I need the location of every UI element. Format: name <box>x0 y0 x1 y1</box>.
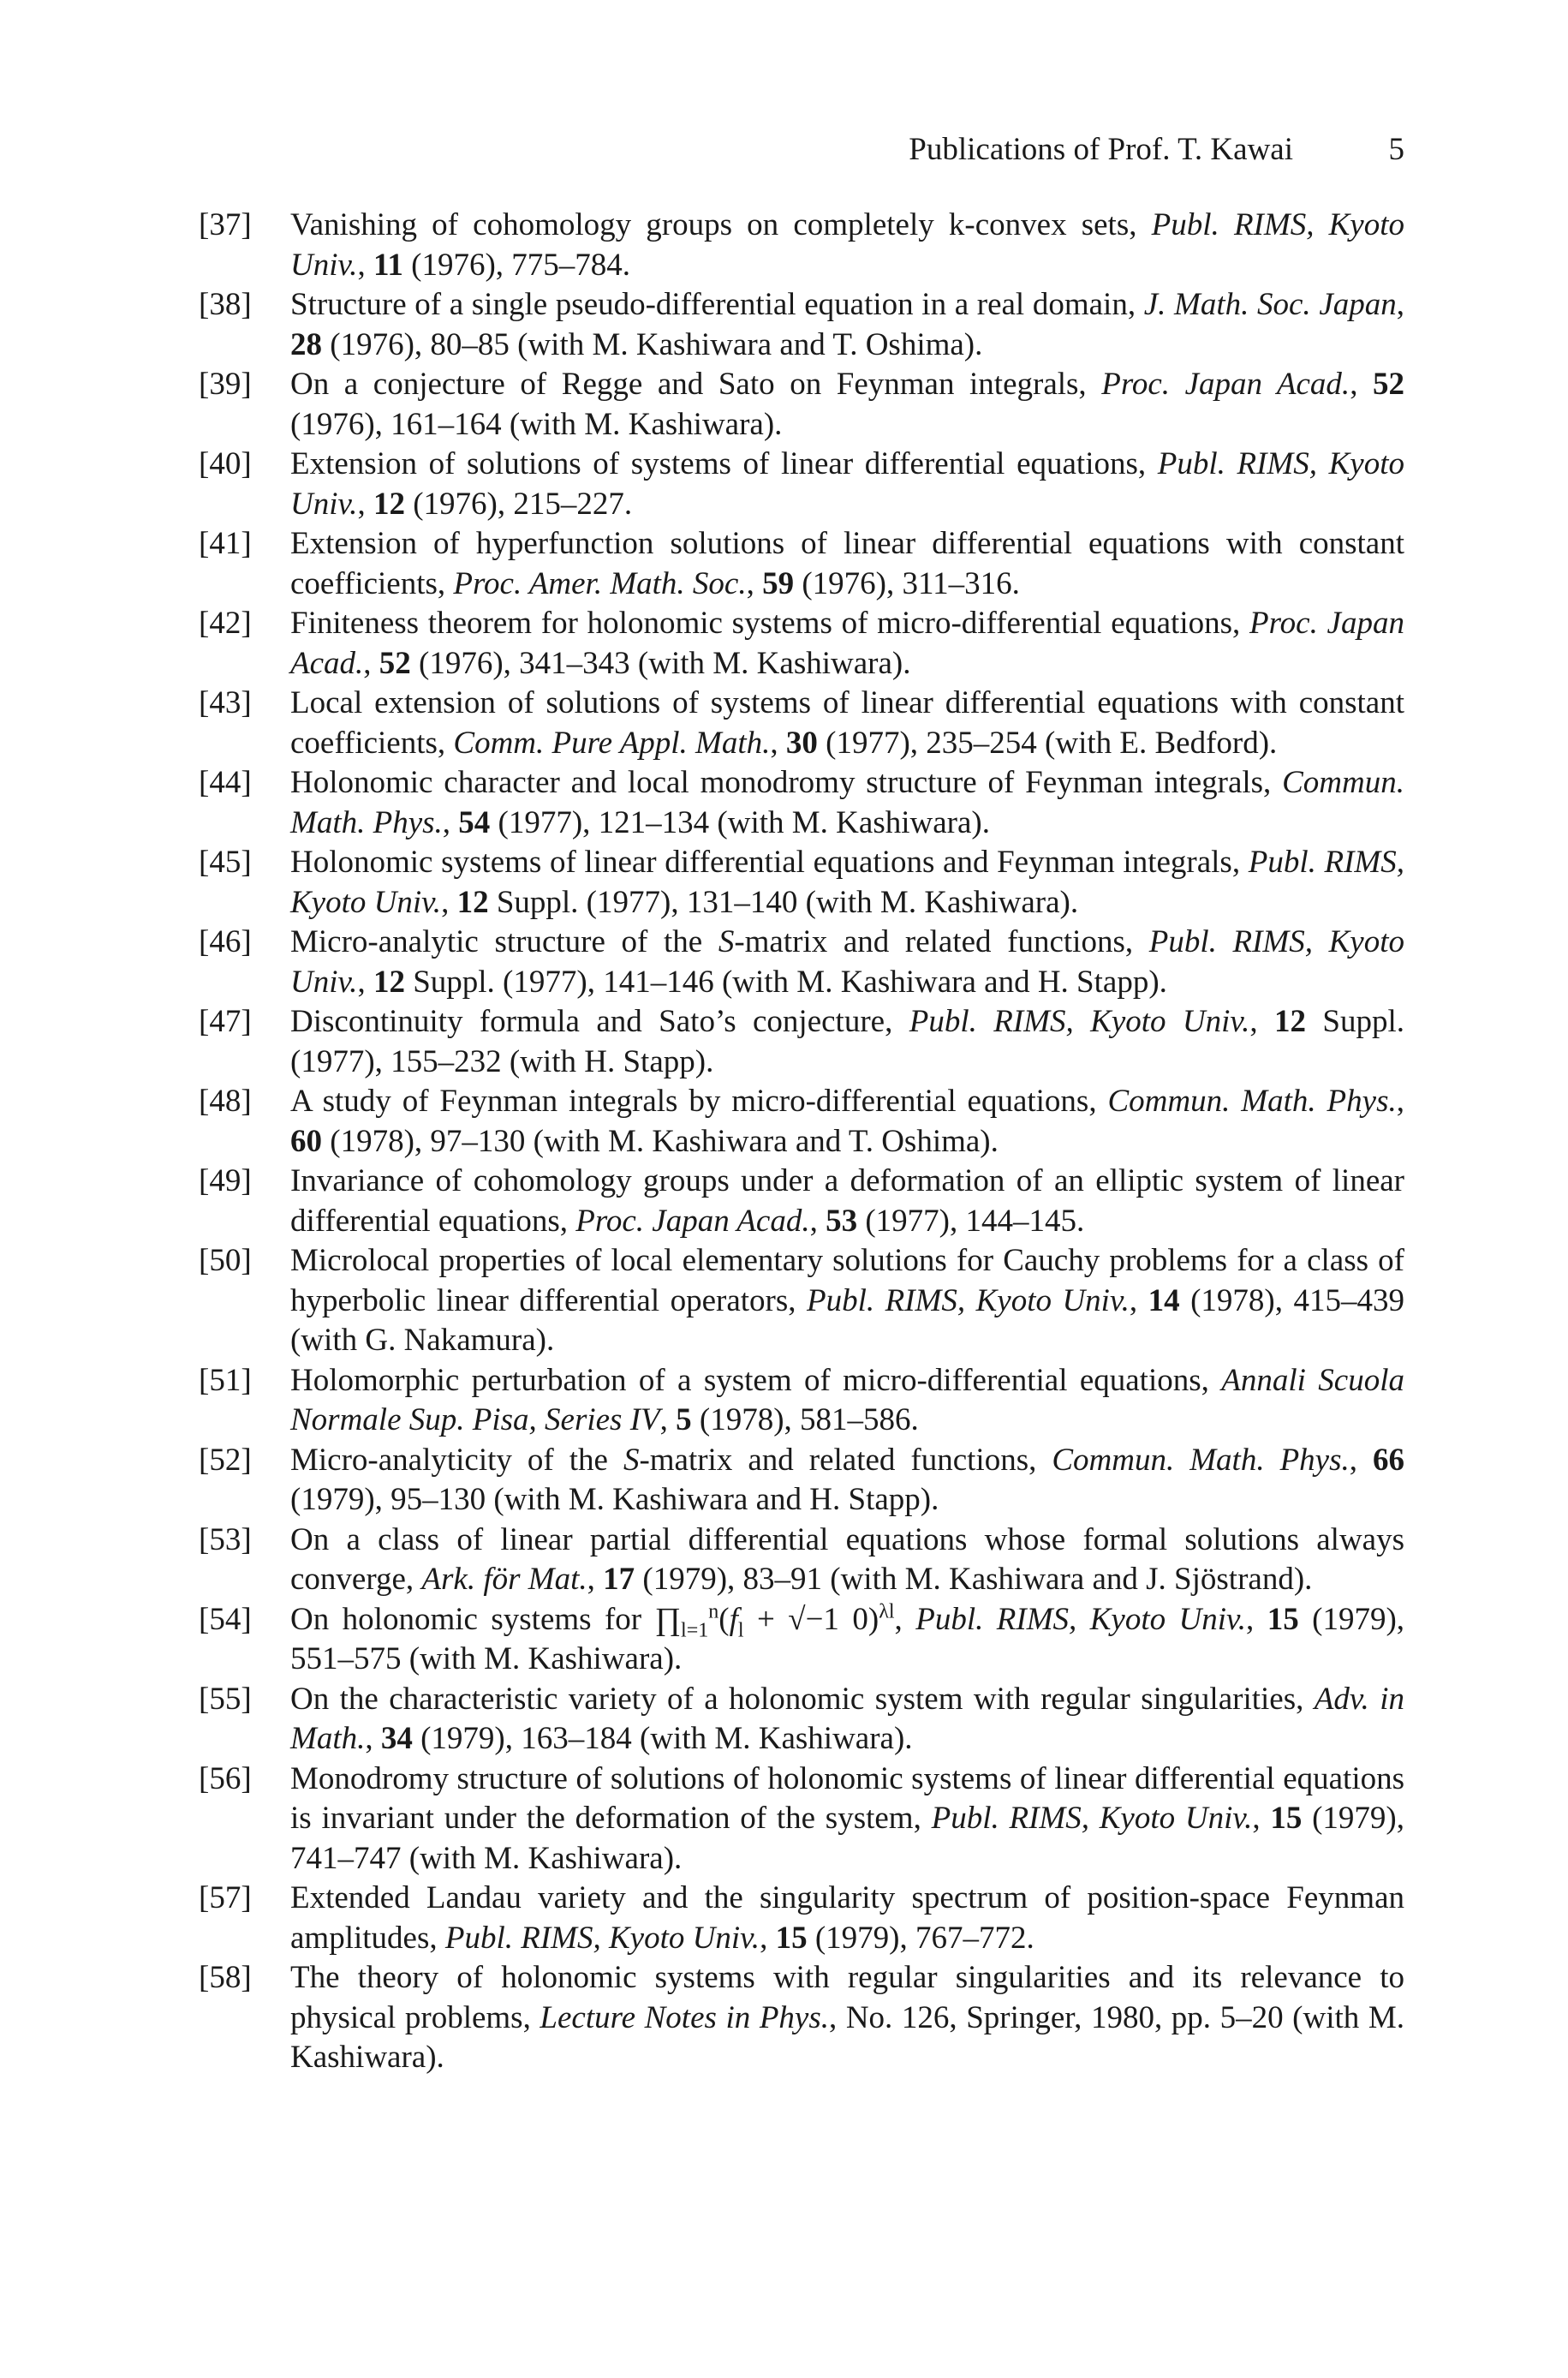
reference-volume: 12 <box>1274 1004 1306 1039</box>
reference-text-segment: , <box>809 1203 826 1239</box>
reference-number: [53] <box>199 1521 252 1557</box>
reference-item <box>199 684 1404 763</box>
reference-volume: 15 <box>1267 1601 1299 1637</box>
reference-item <box>199 763 1404 843</box>
reference-text-segment: , <box>357 486 373 522</box>
reference-number: [49] <box>199 1163 252 1198</box>
reference-text <box>290 1680 1404 1760</box>
reference-item <box>199 1241 1404 1361</box>
reference-text-segment: Discontinuity formula and Sato’s conjecture, <box>290 1004 909 1039</box>
reference-item <box>199 604 1404 684</box>
reference-italic-segment: Proc. Japan Acad. <box>290 606 1404 681</box>
reference-text-segment: Monodromy structure of solutions of holonomic systems of linear differential equations is invariant under the deformation of the system, <box>290 1760 1404 1836</box>
reference-text <box>290 923 1404 1002</box>
reference-text-segment: , <box>363 645 379 681</box>
reference-text <box>290 1082 1404 1162</box>
reference-volume: 5 <box>676 1402 692 1437</box>
reference-text-segment: Structure of a single pseudo-differential equation in a real domain, <box>290 287 1144 322</box>
reference-text-segment: Suppl. (1977), 141–146 (with M. Kashiwara and H. Stapp). <box>404 964 1167 1000</box>
reference-italic-segment: J. Math. Soc. Japan <box>1143 287 1397 322</box>
reference-text-segment: (1978), 581–586. <box>691 1402 919 1437</box>
reference-italic-segment: Publ. RIMS, Kyoto Univ. <box>290 845 1404 920</box>
reference-text <box>290 1521 1404 1600</box>
reference-italic-segment: f <box>729 1601 738 1637</box>
reference-text-segment: Extended Landau variety and the singularity spectrum of position-space Feynman amplitudes, <box>290 1880 1404 1956</box>
reference-number: [51] <box>199 1362 252 1398</box>
reference-text-segment: (1978), 415–439 (with G. Nakamura). <box>290 1282 1404 1358</box>
reference-text-segment: Extension of solutions of systems of linear differential equations, <box>290 446 1158 481</box>
reference-text-segment: (1977), 144–145. <box>857 1203 1085 1239</box>
reference-text-segment: (1979), 95–130 (with M. Kashiwara and H. Stapp). <box>290 1482 939 1517</box>
reference-volume: 54 <box>458 804 491 840</box>
reference-text <box>290 1958 1404 2078</box>
reference-text <box>290 1002 1404 1082</box>
reference-number: [47] <box>199 1004 252 1039</box>
reference-list <box>199 206 1404 2078</box>
reference-text-segment: , <box>1349 1442 1373 1478</box>
reference-text <box>290 445 1404 524</box>
reference-item <box>199 1162 1404 1241</box>
reference-volume: 66 <box>1373 1442 1404 1478</box>
reference-text-segment: (1979), 551–575 (with M. Kashiwara). <box>290 1601 1405 1676</box>
reference-text-segment: (1979), 163–184 (with M. Kashiwara). <box>412 1721 913 1756</box>
reference-text <box>290 1441 1404 1521</box>
reference-italic-segment: Adv. in Math. <box>290 1681 1404 1756</box>
reference-item <box>199 1680 1404 1760</box>
reference-text-segment: (1976), 775–784. <box>402 247 631 283</box>
reference-number: [52] <box>199 1442 252 1478</box>
reference-number: [48] <box>199 1084 252 1119</box>
reference-text-segment: , <box>587 1562 604 1597</box>
reference-text-segment: (1979), 83–91 (with M. Kashiwara and J. Sjöstrand). <box>635 1562 1313 1597</box>
reference-volume: 12 <box>456 884 489 920</box>
reference-text <box>290 1600 1404 1680</box>
reference-item <box>199 1600 1404 1680</box>
reference-text-segment: , <box>1396 287 1404 322</box>
reference-italic-segment: S <box>623 1442 640 1478</box>
reference-italic-segment: Commun. Math. Phys. <box>1052 1442 1350 1478</box>
reference-volume: 17 <box>603 1562 635 1597</box>
reference-italic-segment: Publ. RIMS, Kyoto Univ. <box>931 1801 1253 1836</box>
reference-text-segment: Invariance of cohomology groups under a deformation of an elliptic system of linear differential equations, <box>290 1163 1404 1239</box>
reference-italic-segment: Publ. RIMS, Kyoto Univ. <box>444 1920 760 1956</box>
reference-volume: 12 <box>373 486 405 522</box>
reference-text-segment: On a conjecture of Regge and Sato on Feynman integrals, <box>290 367 1102 402</box>
reference-number: [55] <box>199 1681 252 1717</box>
reference-volume: 34 <box>380 1721 413 1756</box>
reference-number: [58] <box>199 1960 252 1995</box>
reference-text <box>290 1162 1404 1241</box>
reference-number: [44] <box>199 765 252 800</box>
reference-text <box>290 1241 1404 1361</box>
reference-volume: 52 <box>1373 367 1404 402</box>
reference-item <box>199 206 1404 285</box>
reference-text <box>290 1760 1404 1879</box>
running-title: Publications of Prof. T. Kawai <box>909 132 1293 167</box>
reference-item <box>199 365 1404 445</box>
reference-text-segment: , <box>1396 1084 1404 1119</box>
reference-number: [38] <box>199 287 252 322</box>
reference-text <box>290 684 1404 763</box>
reference-text-segment: (1977), 235–254 (with E. Bedford). <box>817 725 1278 761</box>
reference-italic-segment: Comm. Pure Appl. Math. <box>453 725 771 761</box>
reference-text-segment: Suppl. (1977), 155–232 (with H. Stapp). <box>290 1004 1404 1079</box>
reference-number: [41] <box>199 526 252 561</box>
reference-text-segment: , <box>746 565 763 601</box>
reference-text-segment: (1978), 97–130 (with M. Kashiwara and T. Oshima). <box>322 1123 999 1159</box>
reference-text-segment: (1976), 215–227. <box>404 486 633 522</box>
reference-text-segment: , <box>770 725 786 761</box>
reference-volume: 60 <box>290 1123 322 1159</box>
reference-italic-segment: Publ. RIMS, Kyoto Univ. <box>807 1282 1130 1318</box>
reference-item <box>199 445 1404 524</box>
reference-number: [40] <box>199 446 252 481</box>
reference-item <box>199 1879 1404 1958</box>
reference-item <box>199 923 1404 1002</box>
reference-text-segment: ( <box>718 1601 730 1637</box>
reference-text-segment: Extension of hyperfunction solutions of linear differential equations with constant coefficients, <box>290 526 1404 601</box>
reference-item <box>199 1002 1404 1082</box>
reference-text-segment: Micro-analyticity of the <box>290 1442 623 1478</box>
reference-text <box>290 1879 1404 1958</box>
reference-italic-segment: Proc. Japan Acad. <box>575 1203 810 1239</box>
reference-text-segment: Micro-analytic structure of the <box>290 924 718 959</box>
reference-text-segment: (1979), 767–772. <box>807 1920 1034 1956</box>
reference-number: [57] <box>199 1880 252 1915</box>
reference-item <box>199 1760 1404 1879</box>
reference-italic-segment: Publ. RIMS, Kyoto Univ. <box>909 1004 1250 1039</box>
reference-text-segment: (1979), 741–747 (with M. Kashiwara). <box>290 1801 1404 1876</box>
reference-item <box>199 1958 1404 2078</box>
reference-volume: 59 <box>762 565 795 601</box>
reference-text-segment: (1976), 311–316. <box>794 565 1020 601</box>
reference-volume: 30 <box>785 725 818 761</box>
reference-text <box>290 1361 1404 1441</box>
reference-volume: 12 <box>373 964 405 1000</box>
reference-superscript: λl <box>879 1600 895 1623</box>
reference-text-segment: Holomorphic perturbation of a system of micro-differential equations, <box>290 1362 1222 1398</box>
running-header <box>199 128 1404 171</box>
reference-volume: 14 <box>1148 1282 1180 1318</box>
reference-italic-segment: S <box>718 924 735 959</box>
reference-text-segment: Finiteness theorem for holonomic systems of micro-differential equations, <box>290 606 1250 641</box>
reference-item <box>199 1441 1404 1521</box>
reference-text-segment: Local extension of solutions of systems of linear differential equations with constant coefficients, <box>290 685 1404 761</box>
reference-number: [54] <box>199 1601 252 1637</box>
reference-number: [37] <box>199 207 252 242</box>
reference-text <box>290 524 1404 604</box>
page-number: 5 <box>1388 132 1404 167</box>
reference-volume: 11 <box>373 247 403 283</box>
reference-text <box>290 843 1404 923</box>
reference-text-segment: , <box>894 1601 916 1637</box>
reference-italic-segment: Publ. RIMS, Kyoto Univ. <box>290 924 1404 1000</box>
reference-italic-segment: Lecture Notes in Phys. <box>540 1999 830 2035</box>
reference-text-segment: (1976), 80–85 (with M. Kashiwara and T. Oshima). <box>322 326 983 362</box>
reference-volume: 15 <box>1270 1801 1303 1836</box>
reference-item <box>199 524 1404 604</box>
reference-number: [56] <box>199 1760 252 1796</box>
reference-italic-segment: Publ. RIMS, Kyoto Univ. <box>915 1601 1246 1637</box>
reference-italic-segment: Ark. för Mat. <box>421 1562 587 1597</box>
reference-italic-segment: Proc. Amer. Math. Soc. <box>453 565 747 601</box>
reference-text-segment: Suppl. (1977), 131–140 (with M. Kashiwara). <box>488 884 1079 920</box>
reference-text-segment: , <box>441 884 457 920</box>
reference-item <box>199 843 1404 923</box>
reference-item <box>199 1361 1404 1441</box>
reference-text-segment: , <box>442 804 459 840</box>
reference-text-segment: -matrix and related functions, <box>734 924 1149 959</box>
reference-text-segment: (1976), 161–164 (with M. Kashiwara). <box>290 406 783 442</box>
reference-text <box>290 285 1404 365</box>
reference-volume: 15 <box>775 1920 808 1956</box>
reference-text-segment: Vanishing of cohomology groups on completely k-convex sets, <box>290 207 1152 242</box>
reference-text-segment: Holonomic systems of linear differential equations and Feynman integrals, <box>290 845 1249 880</box>
reference-text-segment: , <box>760 1920 776 1956</box>
reference-item <box>199 1082 1404 1162</box>
reference-text-segment: , <box>1252 1801 1271 1836</box>
reference-volume: 52 <box>379 645 411 681</box>
reference-text-segment: , No. 126, Springer, 1980, pp. 5–20 (with M. Kashiwara). <box>290 1999 1404 2075</box>
reference-italic-segment: Proc. Japan Acad. <box>1101 367 1350 402</box>
reference-text-segment: The theory of holonomic systems with regular singularities and its relevance to physical problems, <box>290 1960 1404 2035</box>
reference-text-segment: + √−1 0) <box>743 1601 879 1637</box>
reference-number: [39] <box>199 367 252 402</box>
reference-text <box>290 365 1404 445</box>
reference-text-segment: , <box>1350 367 1373 402</box>
reference-text-segment: Microlocal properties of local elementary solutions for Cauchy problems for a class of hyperbolic linear differential operators, <box>290 1243 1404 1318</box>
reference-text <box>290 206 1404 285</box>
reference-text-segment: -matrix and related functions, <box>639 1442 1052 1478</box>
reference-item <box>199 285 1404 365</box>
reference-text-segment: Holonomic character and local monodromy structure of Feynman integrals, <box>290 765 1283 800</box>
reference-subscript: l <box>737 1618 744 1641</box>
reference-volume: 53 <box>826 1203 858 1239</box>
reference-number: [43] <box>199 685 252 720</box>
reference-text-segment: , <box>365 1721 381 1756</box>
reference-italic-segment: Publ. RIMS, Kyoto Univ. <box>290 207 1404 283</box>
reference-text-segment: On a class of linear partial differential equations whose formal solutions always converge, <box>290 1521 1404 1597</box>
reference-text <box>290 604 1404 684</box>
reference-text <box>290 763 1404 843</box>
reference-text-segment: A study of Feynman integrals by micro-differential equations, <box>290 1084 1108 1119</box>
reference-text-segment: , <box>357 247 373 283</box>
reference-italic-segment: Annali Scuola Normale Sup. Pisa, Series IV <box>290 1362 1404 1437</box>
reference-subscript: l=1 <box>681 1618 709 1641</box>
reference-text-segment: , <box>1129 1282 1148 1318</box>
reference-text-segment: On the characteristic variety of a holonomic system with regular singularities, <box>290 1681 1315 1717</box>
reference-text-segment: (1976), 341–343 (with M. Kashiwara). <box>410 645 911 681</box>
reference-italic-segment: Publ. RIMS, Kyoto Univ. <box>290 446 1404 522</box>
reference-volume: 28 <box>290 326 322 362</box>
reference-number: [46] <box>199 924 252 959</box>
reference-text-segment: , <box>1245 1601 1267 1637</box>
reference-text-segment: On holonomic systems for ∏ <box>290 1601 682 1637</box>
reference-text-segment: (1977), 121–134 (with M. Kashiwara). <box>490 804 990 840</box>
reference-number: [50] <box>199 1243 252 1278</box>
reference-italic-segment: Commun. Math. Phys. <box>1107 1084 1397 1119</box>
reference-italic-segment: Commun. Math. Phys. <box>290 765 1404 840</box>
reference-text-segment: , <box>1249 1004 1274 1039</box>
reference-item <box>199 1521 1404 1600</box>
reference-text-segment: , <box>357 964 373 1000</box>
reference-number: [42] <box>199 606 252 641</box>
reference-text-segment: , <box>659 1402 677 1437</box>
reference-number: [45] <box>199 845 252 880</box>
reference-superscript: n <box>708 1600 719 1623</box>
